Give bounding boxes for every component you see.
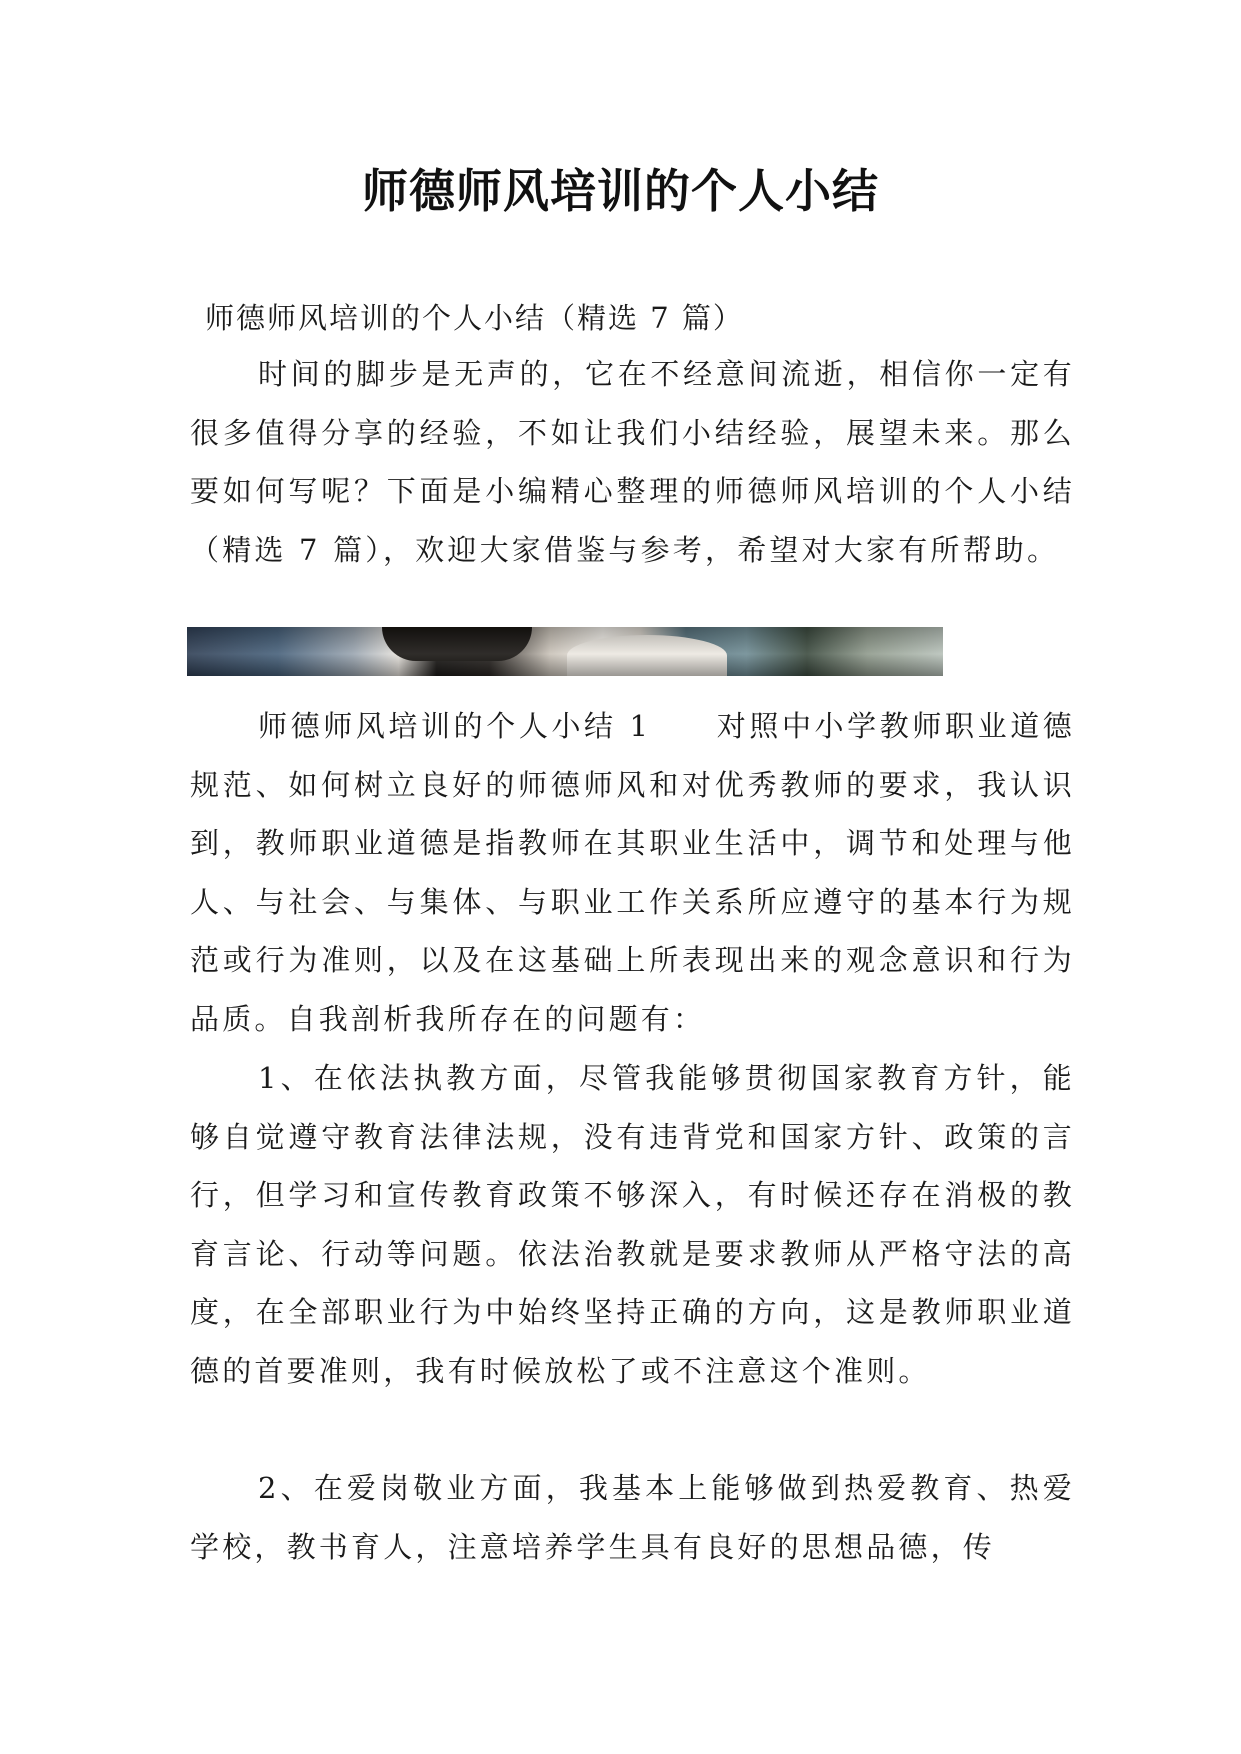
intro-paragraph: 时间的脚步是无声的，它在不经意间流逝，相信你一定有很多值得分享的经验，不如让我们小结经验，展望未来。那么要如何写呢？下面是小编精心整理的师德师风培训的个人小结（精选 7 篇），欢迎大家借鉴与参考，希望对大家有所帮助。 (190, 357, 1075, 567)
section-1-paragraph: 师德师风培训的个人小结 1 对照中小学教师职业道德规范、如何树立良好的师德师风和对优秀教师的要求，我认识到，教师职业道德是指教师在其职业生活中，调节和处理与他人、与社会、与集体、与职业工作关系所应遵守的基本行为规范或行为准则，以及在这基础上所表现出来的观念意识和行为品质。自我剖析我所存在的问题有： (190, 709, 1075, 1036)
photo-shading (187, 627, 943, 676)
item-2-paragraph: 2、在爱岗敬业方面，我基本上能够做到热爱教育、热爱学校，教书育人，注意培养学生具有良好的思想品德，传 (190, 1471, 1075, 1564)
document-subtitle: 师德师风培训的个人小结（精选 7 篇） (205, 301, 744, 335)
cropped-photo (187, 627, 943, 676)
item-1-paragraph: 1、在依法执教方面，尽管我能够贯彻国家教育方针，能够自觉遵守教育法律法规，没有违背党和国家方针、政策的言行，但学习和宣传教育政策不够深入，有时候还存在消极的教育言论、行动等问题。依法治教就是要求教师从严格守法的高度，在全部职业行为中始终坚持正确的方向，这是教师职业道德的首要准则，我有时候放松了或不注意这个准则。 (190, 1061, 1075, 1388)
document-title: 师德师风培训的个人小结 (362, 164, 879, 218)
